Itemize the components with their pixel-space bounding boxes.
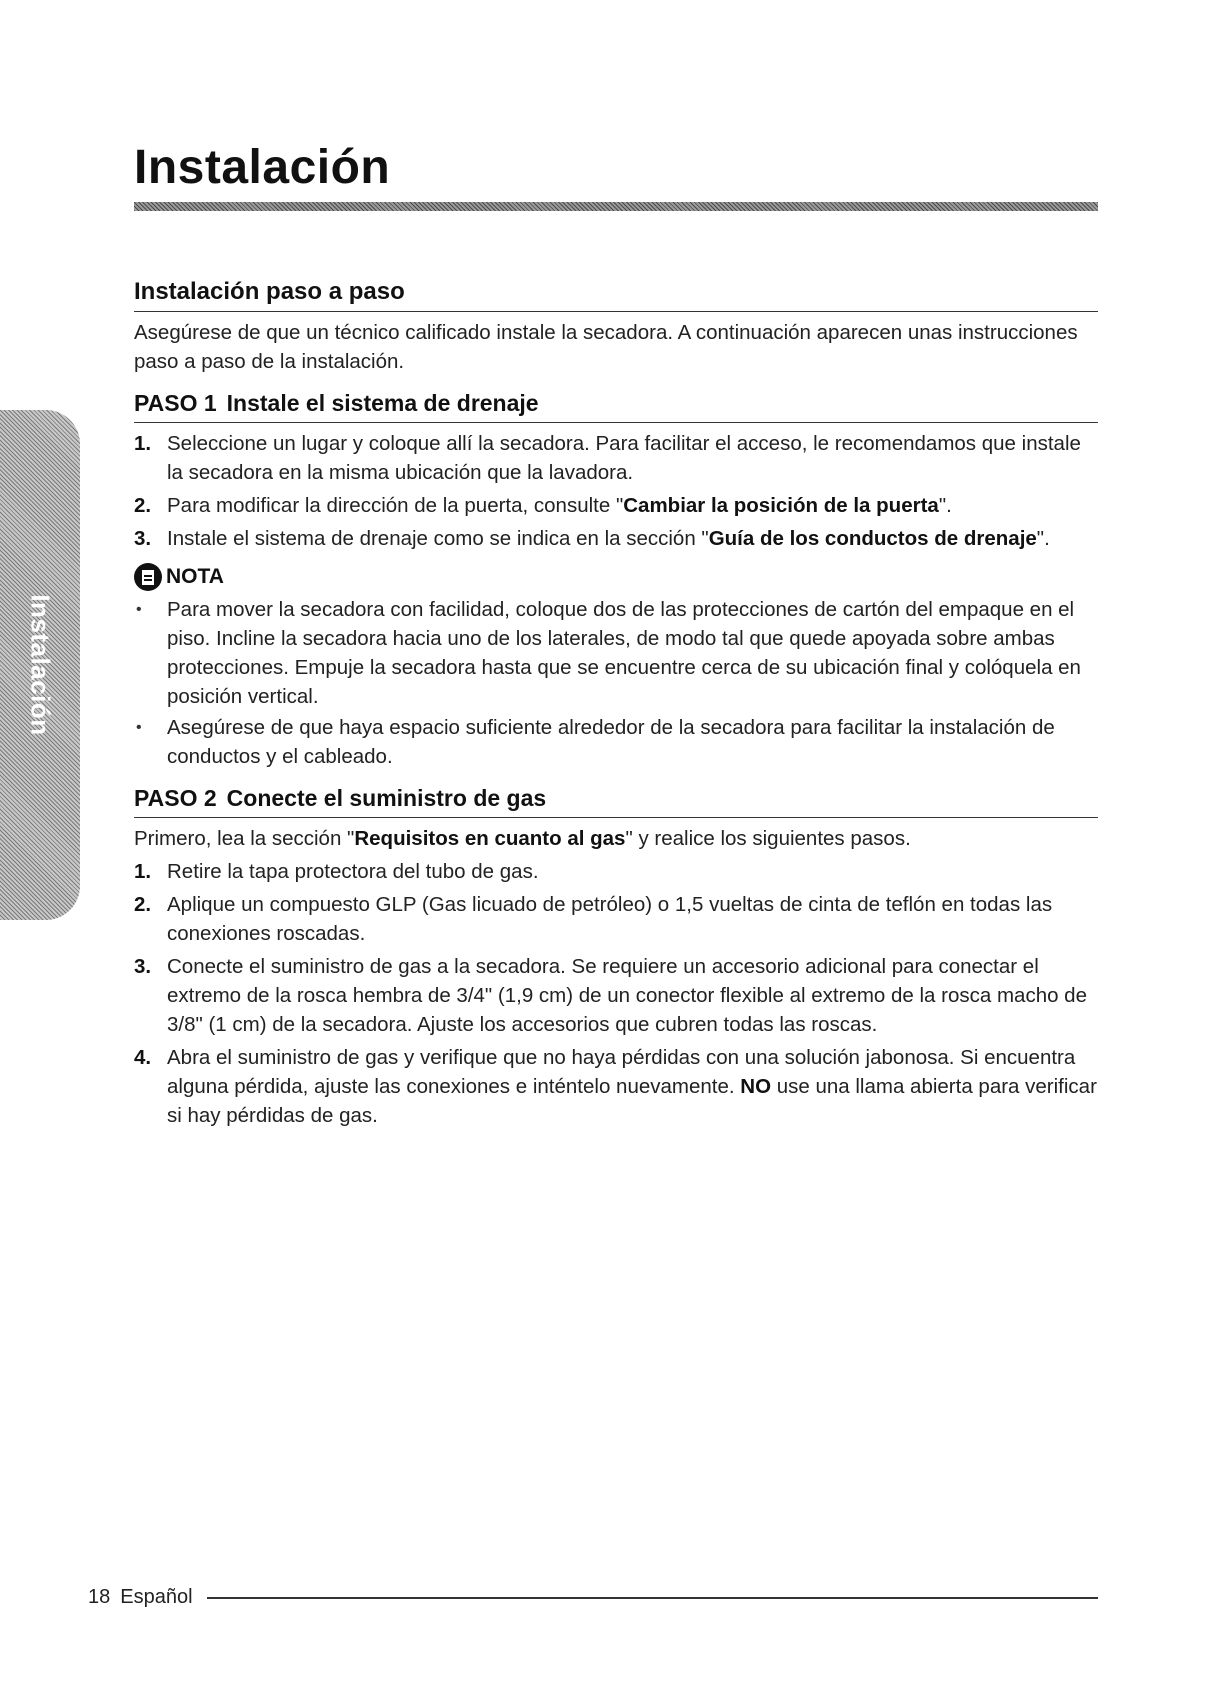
intro-text-end: " y realice los siguientes pasos. <box>625 827 911 850</box>
section-intro: Asegúrese de que un técnico calificado instale la secadora. A continuación aparecen unas instrucciones paso a paso de la instalación. <box>134 321 1078 373</box>
item-reference: Cambiar la posición de la puerta <box>623 494 939 517</box>
item-number: 3. <box>134 955 152 978</box>
page-footer <box>88 1586 1098 1609</box>
step2-heading <box>134 785 1098 818</box>
step1-heading <box>134 390 1098 423</box>
item-text-end: ". <box>1036 527 1050 550</box>
step1-list <box>134 429 1098 553</box>
footer-language: Español <box>120 1586 193 1608</box>
main-content <box>134 278 1098 1134</box>
item-emphasis: NO <box>740 1075 772 1098</box>
step1-label: PASO 1 <box>134 390 217 416</box>
page-number: 18 <box>88 1586 111 1608</box>
item-reference: Guía de los conductos de drenaje <box>708 527 1037 550</box>
item-text: Para modificar la dirección de la puerta, consulte " <box>167 494 624 517</box>
list-item <box>134 491 1098 520</box>
step2-intro <box>134 824 1098 853</box>
step2-title: Conecte el suministro de gas <box>226 785 547 811</box>
item-number: 1. <box>134 860 152 883</box>
list-item <box>134 952 1098 1039</box>
note-heading <box>134 563 1098 591</box>
item-text: Conecte el suministro de gas a la secadora. Se requiere un accesorio adicional para conectar el extremo de la rosca hembra de 3/4" (1,9 cm) de un conector flexible al extremo de la rosca macho de 3/8" (1 cm) de la secadora. Ajuste los accesorios que cubren todas las roscas. <box>167 955 1087 1036</box>
list-item <box>134 857 1098 886</box>
item-number: 2. <box>134 494 152 517</box>
item-text: Instale el sistema de drenaje como se indica en la sección " <box>167 527 709 550</box>
list-item <box>134 890 1098 948</box>
item-text-end: use una llama abierta para verificar si hay pérdidas de gas. <box>167 1075 1097 1127</box>
item-number: 3. <box>134 527 152 550</box>
step2-label: PASO 2 <box>134 785 217 811</box>
side-tab-label: Instalación <box>25 594 56 736</box>
footer-rule <box>207 1597 1098 1599</box>
item-text: Seleccione un lugar y coloque allí la secadora. Para facilitar el acceso, le recomendamos que instale la secadora en la misma ubicación que la lavadora. <box>167 432 1081 484</box>
title-underline <box>134 202 1098 211</box>
step2-list <box>134 857 1098 1130</box>
item-text: Retire la tapa protectora del tubo de gas. <box>167 860 539 883</box>
item-text: Abra el suministro de gas y verifique que no haya pérdidas con una solución jabonosa. Si encuentra alguna pérdida, ajuste las conexiones e inténtelo nuevamente. <box>167 1046 1076 1098</box>
note-label: NOTA <box>166 565 224 588</box>
note-list <box>134 595 1098 771</box>
item-number: 4. <box>134 1046 152 1069</box>
item-text-end: ". <box>938 494 952 517</box>
item-number: 1. <box>134 432 152 455</box>
step1-title: Instale el sistema de drenaje <box>226 390 539 416</box>
intro-reference: Requisitos en cuanto al gas <box>354 827 626 850</box>
section-title: Instalación paso a paso <box>134 278 1098 312</box>
item-number: 2. <box>134 893 152 916</box>
list-item <box>134 1043 1098 1130</box>
list-item: • Para mover la secadora con facilidad, coloque dos de las protecciones de cartón del empaque en el piso. Incline la secadora hacia uno de los laterales, de modo tal que quede apoyada sobre ambas protecciones. Empuje la secadora hasta que se encuentre cerca de su ubicación final y colóquela en posición vertical. <box>134 595 1098 711</box>
list-item: • Asegúrese de que haya espacio suficiente alrededor de la secadora para facilitar la instalación de conductos y el cableado. <box>134 713 1098 771</box>
intro-text: Primero, lea la sección " <box>134 827 355 850</box>
note-icon <box>134 563 162 591</box>
list-item <box>134 429 1098 487</box>
page-title: Instalación <box>134 141 391 194</box>
side-tab <box>0 410 80 920</box>
list-item <box>134 524 1098 553</box>
item-text: Aplique un compuesto GLP (Gas licuado de petróleo) o 1,5 vueltas de cinta de teflón en todas las conexiones roscadas. <box>167 893 1053 945</box>
